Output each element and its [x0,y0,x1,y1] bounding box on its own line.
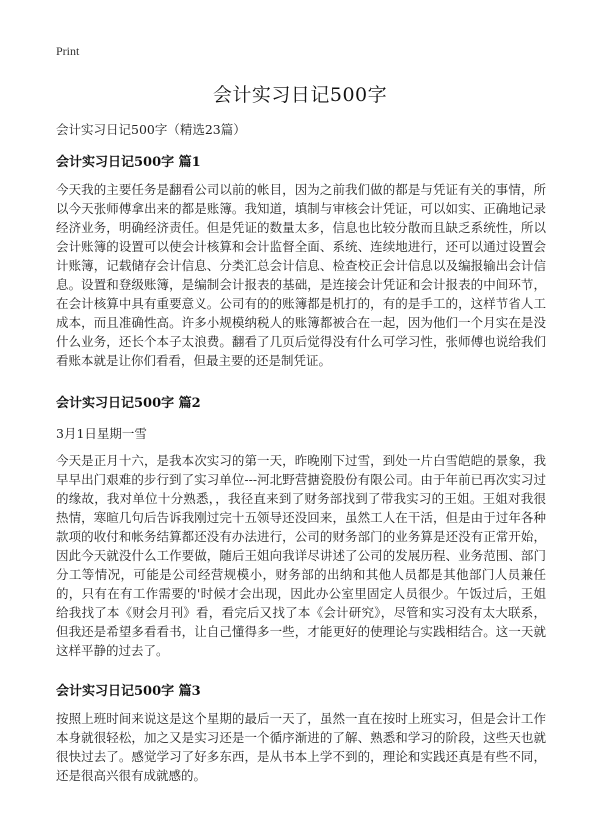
diary-date: 3月1日星期一雪 [56,426,147,441]
section-heading-1: 会计实习日记500字 篇1 [56,155,201,170]
document-subtitle: 会计实习日记500字（精选23篇） [56,122,246,137]
print-link[interactable]: Print [56,44,80,58]
section-2-paragraph: 今天是正月十六，是我本次实习的第一天，昨晚刚下过雪，到处一片白雪皑皑的景象，我早早出门艰难的步行到了实习单位---河北野营搪瓷股份有限公司。由于年前已再次实习过的缘故，我对单位十分熟悉，，我径直来到了财务部找到了带我实习的王姐。王姐对我很热情，寒暄几句后告诉我刚过完十五领导还没回来，虽然工人在干活，但是由于过年各种款项的收付和帐务结算都还没有办法进行，公司的财务部门的业务算是还没有正常开始，因此今天就没什么工作要做，随后王姐向我详尽讲述了公司的发展历程、业务范围、部门分工等情况，可能是公司经营规模小，财务部的出纳和其他人员都是其他部门人员兼任的，只有在有工作需要的'时候才会出现，因此办公室里固定人员很少。午饭过后，王姐给我找了本《财会月刊》看，看完后又找了本《会计研究》，尽管和实习没有太大联系，但我还是希望多看看书，让自己懂得多一些，才能更好的使理论与实践相结合。这一天就这样平静的过去了。 [56,453,546,658]
section-heading-2: 会计实习日记500字 篇2 [56,396,201,411]
section-1-paragraph: 今天我的主要任务是翻看公司以前的帐目，因为之前我们做的都是与凭证有关的事情，所以今天张师傅拿出来的都是账簿。我知道，填制与审核会计凭证，可以如实、正确地记录经济业务，明确经济责任。但是凭证的数量太多，信息也比较分散而且缺乏系统性，所以会计账簿的设置可以使会计核算和会计监督全面、系统、连续地进行，还可以通过设置会计账簿，记载储存会计信息、分类汇总会计信息、检查校正会计信息以及编报输出会计信息。设置和登级账簿，是编制会计报表的基础，是连接会计凭证和会计报表的中间环节，在会计核算中具有重要意义。公司有的的账簿都是机打的，有的是手工的，这样节省人工成本，而且准确性高。许多小规模纳税人的账簿都被合在一起，因为他们一个月实在是没什么业务，还长个本子太浪费。翻看了几页后觉得没有什么可学习性，张师傅也说给我们看账本就是让你们看看，但最主要的还是制凭证。 [56,182,546,368]
section-3-paragraph: 按照上班时间来说这是这个星期的最后一天了，虽然一直在按时上班实习，但是会计工作本身就很轻松，加之又是实习还是一个循序渐进的了解、熟悉和学习的阶段，这些天也就很快过去了。感觉学习了好多东西，是从书本上学不到的，理论和实践还真是有些不同，还是很高兴很有成就感的。 [56,711,546,783]
section-heading-3: 会计实习日记500字 篇3 [56,684,201,699]
document-title: 会计实习日记500字 [212,84,388,106]
